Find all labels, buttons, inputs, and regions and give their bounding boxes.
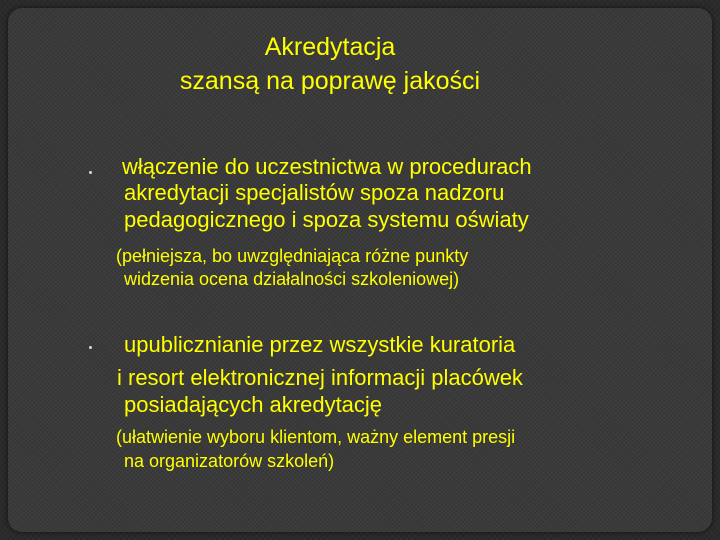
bullet-2-line-3: posiadających akredytację (124, 392, 383, 417)
bullet-1-line-2: akredytacji specjalistów spoza nadzoru (124, 180, 505, 205)
slide-title-line-2: szansą na poprawę jakości (179, 67, 481, 95)
slide-title (0, 30, 660, 98)
bullet-2-line-1: upublicznianie przez wszystkie kuratoria (124, 332, 516, 357)
bullet-1-note-line-2: widzenia ocena działalności szkoleniowej) (124, 269, 460, 289)
bullet-2-note-line-1: (ułatwienie wyboru klientom, ważny element presji (116, 427, 516, 447)
slide-title-line-1: Akredytacja (264, 33, 396, 61)
small-dot-bullet-icon (89, 346, 92, 349)
bullet-1-line-1: włączenie do uczestnictwa w procedurach (122, 154, 532, 179)
bullet-2-line-2: i resort elektronicznej informacji placówek (117, 365, 523, 390)
small-dot-bullet-icon (89, 171, 92, 174)
bullet-1-note-line-1: (pełniejsza, bo uwzględniająca różne punkty (116, 246, 469, 266)
bullet-2-note-line-2: na organizatorów szkoleń) (124, 451, 335, 471)
bullet-1-line-3: pedagogicznego i spoza systemu oświaty (124, 207, 529, 232)
